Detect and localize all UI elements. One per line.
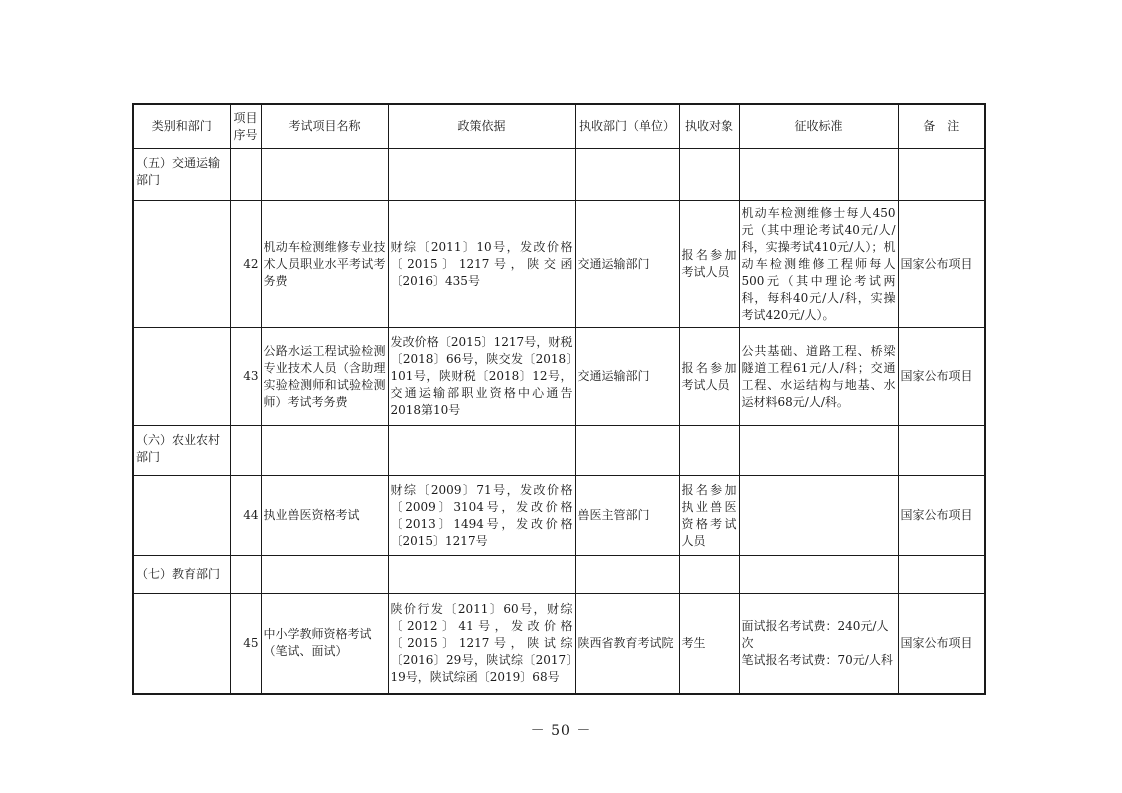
page-number: － 50 － [530, 723, 592, 739]
exam-name: 机动车检测维修专业技术人员职业水平考试考务费 [261, 201, 388, 328]
fee-standard [739, 476, 898, 556]
collection-target: 考生 [679, 594, 739, 694]
category-name: （五）交通运输部门 [133, 149, 230, 201]
exam-name: 公路水运工程试验检测专业技术人员（含助理实验检测师和试验检测师）考试考务费 [261, 328, 388, 426]
item-number: 43 [230, 328, 261, 426]
category-name: （七）教育部门 [133, 556, 230, 594]
header-policy: 政策依据 [388, 104, 575, 149]
table-row [133, 328, 985, 426]
fee-standard: 面试报名考试费：240元/人次 笔试报名考试费：70元/人科 [739, 594, 898, 694]
exam-name: 执业兽医资格考试 [261, 476, 388, 556]
collection-target: 报名参加考试人员 [679, 201, 739, 328]
header-remarks: 备 注 [898, 104, 985, 149]
collecting-department: 交通运输部门 [575, 201, 679, 328]
header-category: 类别和部门 [133, 104, 230, 149]
collection-target: 报名参加执业兽医资格考试人员 [679, 476, 739, 556]
category-name: （六）农业农村部门 [133, 426, 230, 476]
category-row [133, 149, 985, 201]
remarks: 国家公布项目 [898, 201, 985, 328]
header-collector: 执收部门（单位） [575, 104, 679, 149]
item-number: 42 [230, 201, 261, 328]
collection-target: 报名参加考试人员 [679, 328, 739, 426]
collecting-department: 交通运输部门 [575, 328, 679, 426]
category-row [133, 426, 985, 476]
exam-name: 中小学教师资格考试（笔试、面试） [261, 594, 388, 694]
header-row [133, 104, 985, 149]
collecting-department: 陕西省教育考试院 [575, 594, 679, 694]
remarks: 国家公布项目 [898, 594, 985, 694]
table-row [133, 201, 985, 328]
header-item-no: 项目序号 [230, 104, 261, 149]
policy-basis: 财综〔2011〕10号，发改价格〔2015〕1217号，陕交函〔2016〕435号 [388, 201, 575, 328]
fee-standard: 公共基础、道路工程、桥梁隧道工程61元/人/科；交通工程、水运结构与地基、水运材料68元/人/科。 [739, 328, 898, 426]
remarks: 国家公布项目 [898, 328, 985, 426]
table-row [133, 594, 985, 694]
header-exam-name: 考试项目名称 [261, 104, 388, 149]
fee-standard: 机动车检测维修士每人450元（其中理论考试40元/人/科，实操考试410元/人）；机动车检测维修工程师每人500元（其中理论考试两科，每科40元/人/科，实操考试420元/人）。 [739, 201, 898, 328]
fee-table [132, 103, 986, 695]
header-target: 执收对象 [679, 104, 739, 149]
policy-basis: 发改价格〔2015〕1217号，财税〔2018〕66号，陕交发〔2018〕101号，陕财税〔2018〕12号，交通运输部职业资格中心通告2018第10号 [388, 328, 575, 426]
policy-basis: 陕价行发〔2011〕60号，财综〔2012〕41号，发改价格〔2015〕1217号，陕试综〔2016〕29号，陕试综〔2017〕19号，陕试综函〔2019〕68号 [388, 594, 575, 694]
table-row [133, 476, 985, 556]
category-row [133, 556, 985, 594]
remarks: 国家公布项目 [898, 476, 985, 556]
collecting-department: 兽医主管部门 [575, 476, 679, 556]
header-standard: 征收标准 [739, 104, 898, 149]
item-number: 44 [230, 476, 261, 556]
item-number: 45 [230, 594, 261, 694]
policy-basis: 财综〔2009〕71号，发改价格〔2009〕3104号，发改价格〔2013〕1494号，发改价格〔2015〕1217号 [388, 476, 575, 556]
